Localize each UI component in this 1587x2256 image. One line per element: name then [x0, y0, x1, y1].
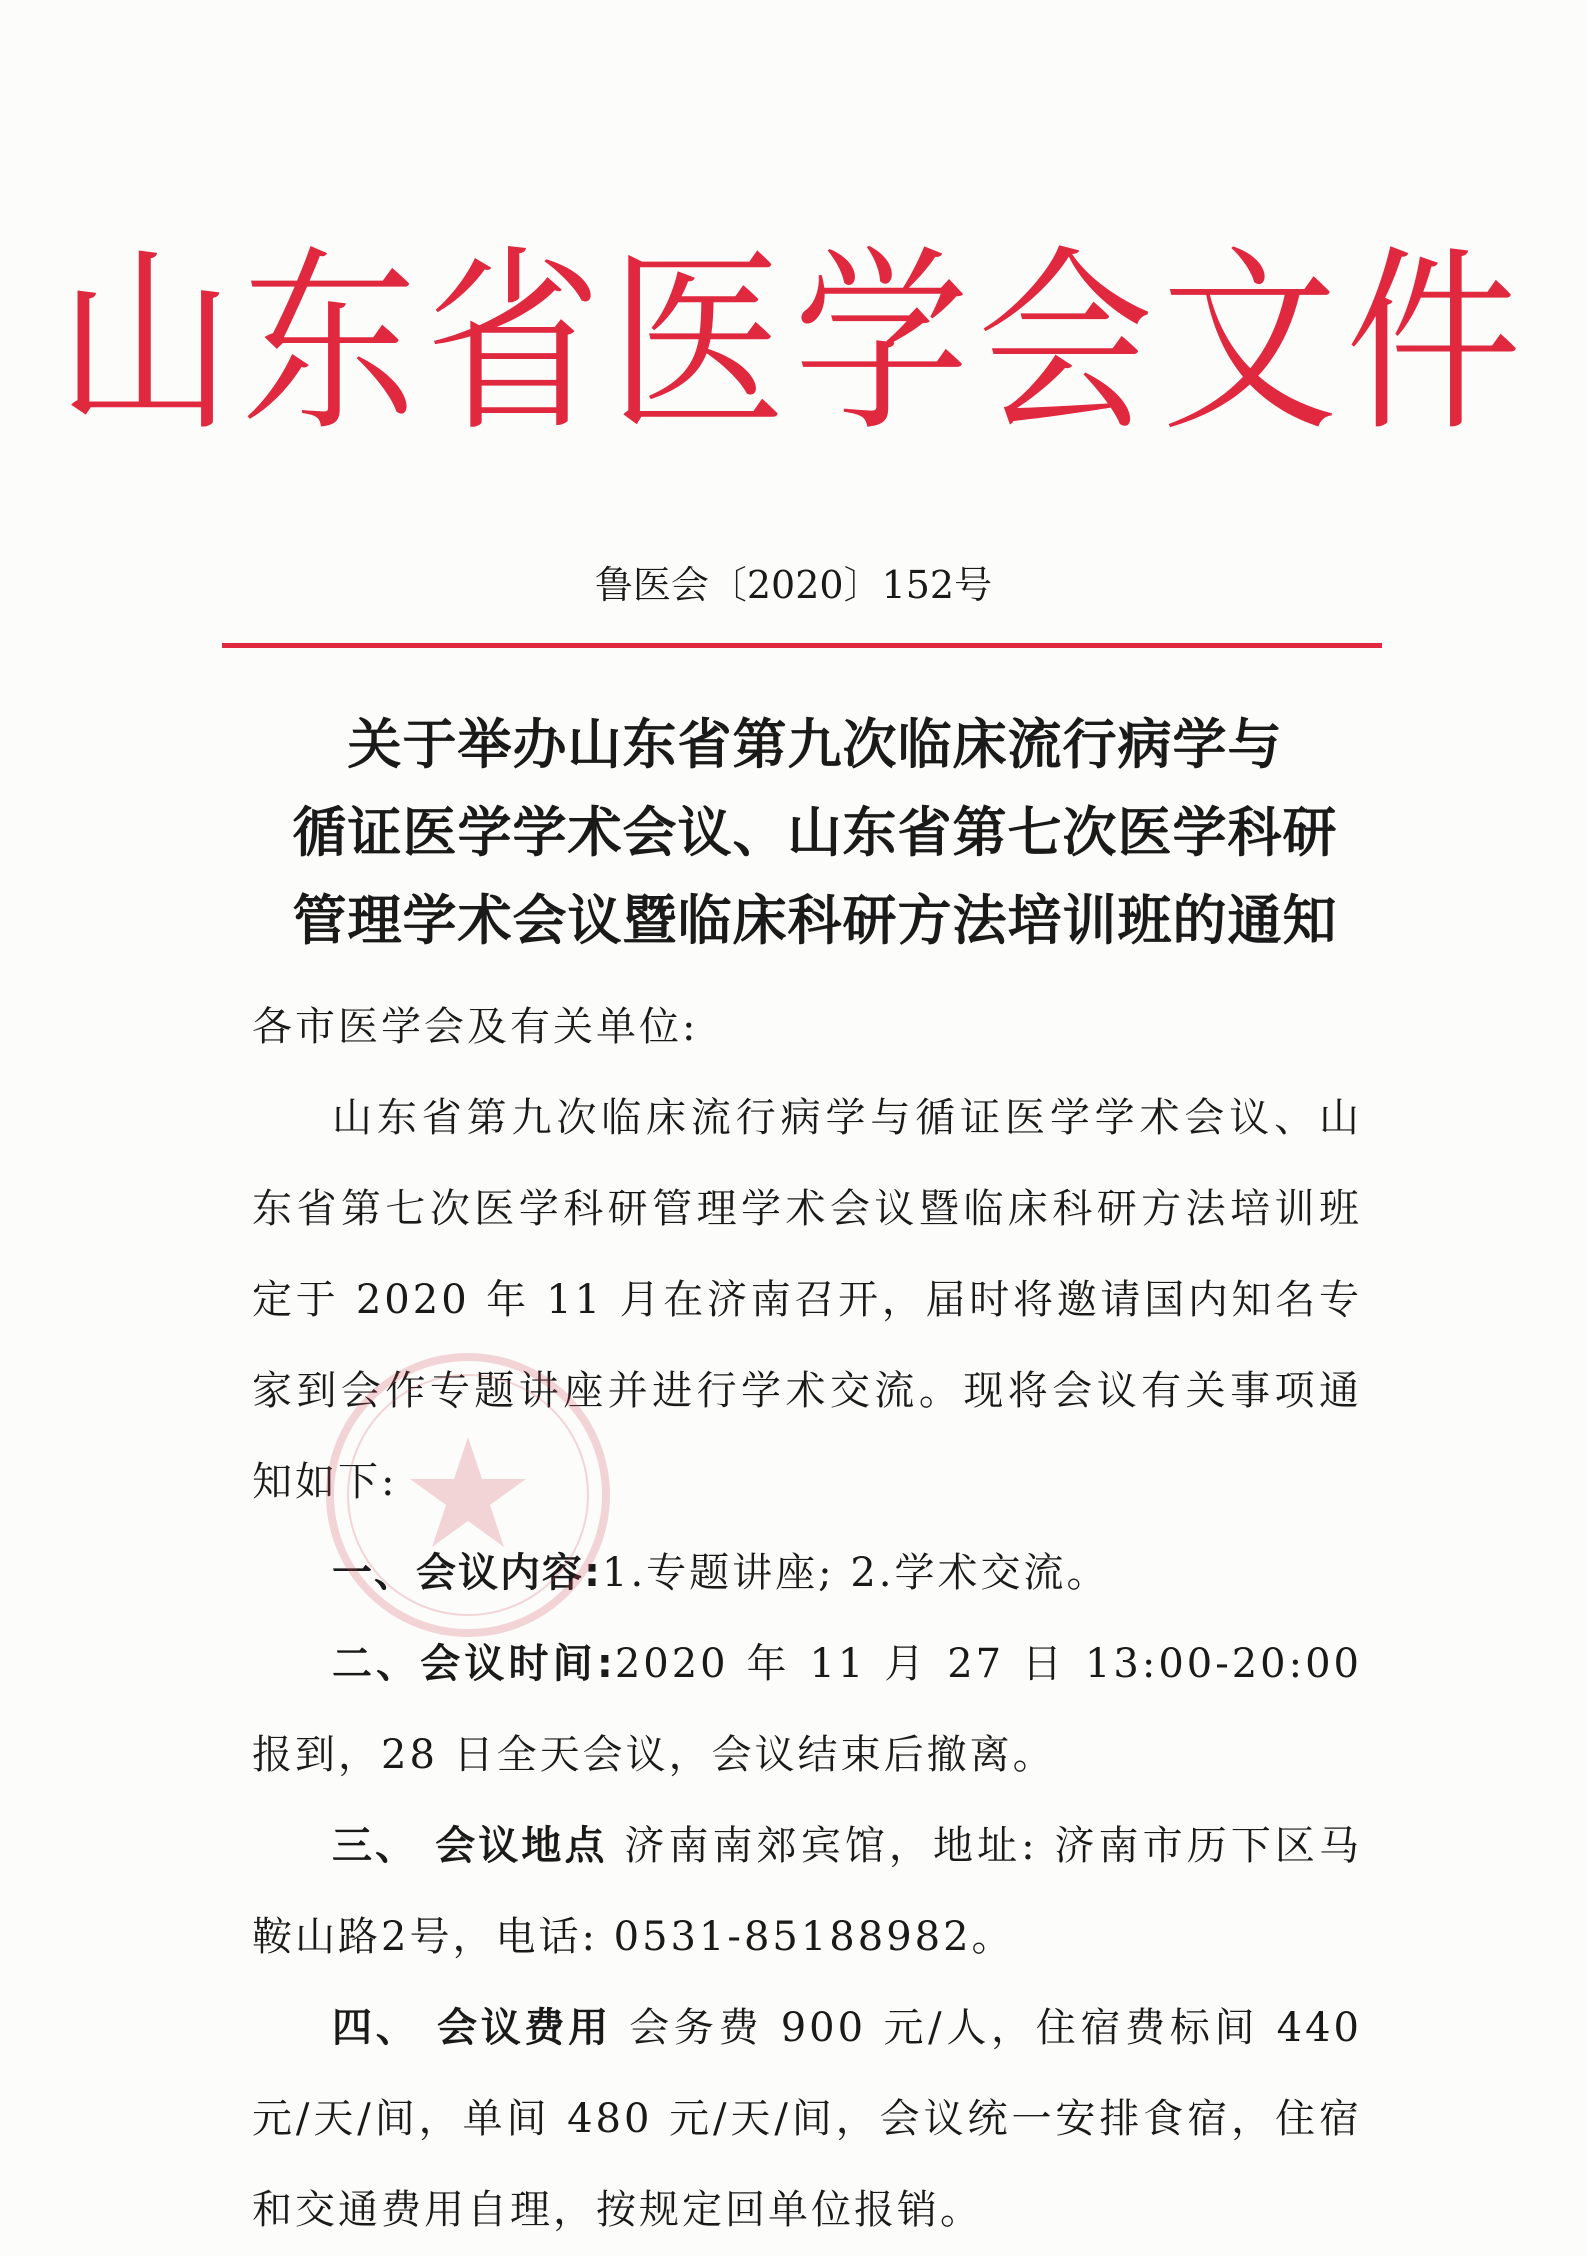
notice-title-line: 循证医学学术会议、山东省第七次医学科研	[292, 800, 1338, 864]
section-text: 会务费 900 元/人，住宿费标间 440 元/天/间，单间 480 元/天/间，会议统一安排食宿，住宿和交通费用自理，按规定回单位报销。	[252, 2005, 1362, 2233]
section-label: 二、会议时间:	[332, 1641, 615, 1687]
section-label: 一、会议内容:	[332, 1550, 602, 1596]
document-number: 鲁医会〔2020〕152号	[594, 563, 993, 607]
intro-paragraph: 山东省第九次临床流行病学与循证医学学术会议、山东省第七次医学科研管理学术会议暨临床科研方法培训班定于 2020 年 11 月在济南召开，届时将邀请国内知名专家到会作专题讲座并进行学术交流。现将会议有关事项通知如下:	[252, 1095, 1362, 1505]
notice-title-line: 管理学术会议暨临床科研方法培训班的通知	[292, 888, 1338, 952]
section-label: 三、 会议地点	[332, 1823, 608, 1869]
notice-title-line: 关于举办山东省第九次临床流行病学与	[347, 712, 1283, 776]
notice-title	[240, 700, 1390, 964]
salutation: 各市医学会及有关单位:	[252, 1004, 699, 1050]
section-label: 四、 会议费用	[332, 2005, 612, 2051]
section-time	[252, 1619, 1362, 1801]
section-text: 济南南郊宾馆，地址: 济南市历下区马鞍山路2号，电话: 0531-85188982。	[252, 1823, 1362, 1960]
red-divider-rule	[222, 643, 1382, 648]
section-content	[252, 1528, 1362, 1619]
section-text: 1.专题讲座; 2.学术交流。	[602, 1550, 1110, 1596]
section-location	[252, 1801, 1362, 1983]
masthead-title: 山东省医学会文件	[57, 228, 1530, 459]
notice-body	[252, 982, 1362, 2256]
section-fees	[252, 1983, 1362, 2256]
section-text: 2020 年 11 月 27 日 13:00-20:00 报到，28 日全天会议，会议结束后撤离。	[252, 1641, 1363, 1778]
